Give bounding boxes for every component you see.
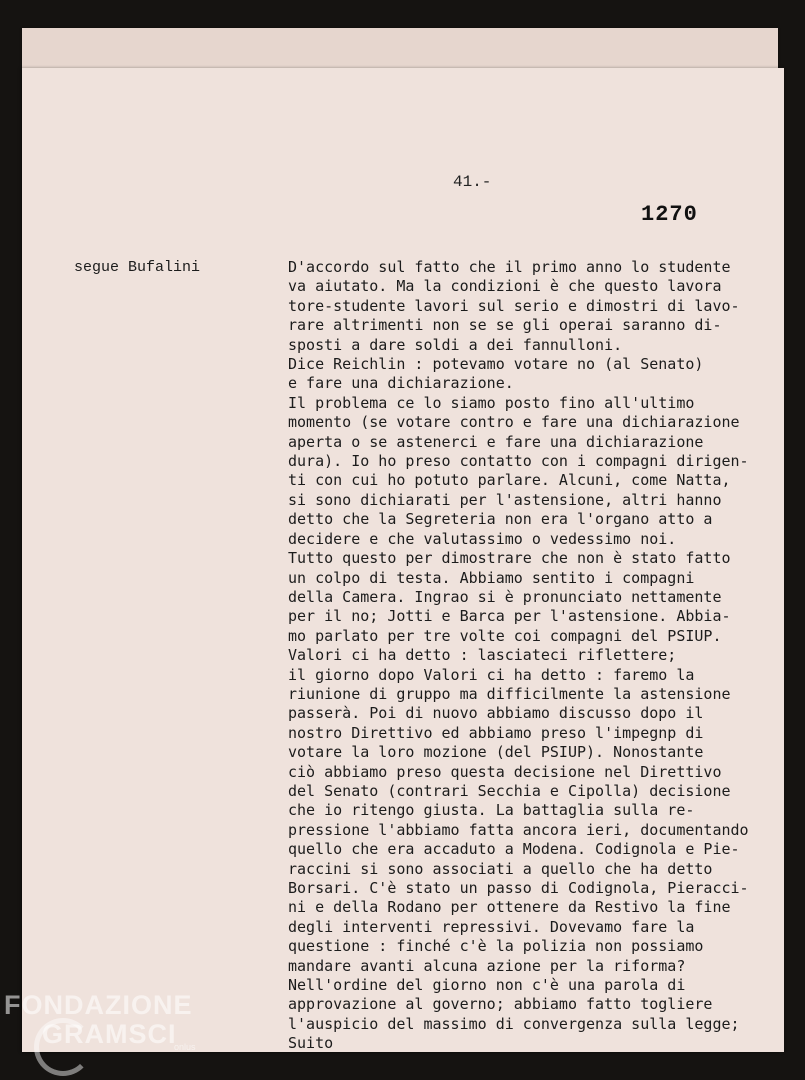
watermark-line1: FONDAZIONE bbox=[4, 990, 193, 1020]
watermark-line3: onlus bbox=[174, 1042, 196, 1052]
page-number: 41.- bbox=[453, 173, 492, 191]
body-text: D'accordo sul fatto che il primo anno lo studente va aiutato. Ma la condizioni è che questo lavora tore-studente lavori sul serio e dimostri di lavo- rare altrimenti non se se gli operai saranno di- sposti a dare soldi a dei fannulloni. Dice Reichlin : potevamo votare no (al Senato) e fare una dichiarazione. Il problema ce lo siamo posto fino all'ultimo momento (se votare contro e fare una dichiarazione aperta o se astenerci e fare una dichiarazione dura). Io ho preso contatto con i compagni dirigen- ti con cui ho potuto parlare. Alcuni, come Natta, si sono dichiarati per l'astensione, altri hanno detto che la Segreteria non era l'organo atto a decidere e che valutassimo o vedessimo noi. Tutto questo per dimostrare che non è stato fatto un colpo di testa. Abbiamo sentito i compagni della Camera. Ingrao si è pronunciato nettamente per il no; Jotti e Barca per l'astensione. Abbia- mo parlato per tre volte coi compagni del PSIUP. Valori ci ha detto : lasciateci riflettere; il giorno dopo Valori ci ha detto : faremo la riunione di gruppo ma difficilmente la astensione passerà. Poi di nuovo abbiamo discusso dopo il nostro Direttivo ed abbiamo preso l'impegnp di votare la loro mozione (del PSIUP). Nonostante ciò abbiamo preso questa decisione nel Direttivo del Senato (contrari Secchia e Cipolla) decisione che io ritengo giusta. La battaglia sulla re- pressione l'abbiamo fatta ancora ieri, documentando quello che era accaduto a Modena. Codignola e Pie- raccini si sono associati a quello che ha detto Borsari. C'è stato un passo di Codignola, Pieracci- ni e della Rodano per ottenere da Restivo la fine degli interventi repressivi. Dovevamo fare la questione : finché c'è la polizia non possiamo mandare avanti alcuna azione per la riforma? Nell'ordine del giorno non c'è una parola di approvazione al governo; abbiamo fatto togliere l'auspicio del massimo di convergenza sulla legge; Suito bbox=[288, 258, 749, 1053]
watermark-line2: GRAMSCI bbox=[42, 1019, 177, 1049]
watermark bbox=[4, 990, 196, 1052]
speaker-label: segue Bufalini bbox=[74, 259, 201, 276]
stamp-number: 1270 bbox=[641, 202, 698, 227]
